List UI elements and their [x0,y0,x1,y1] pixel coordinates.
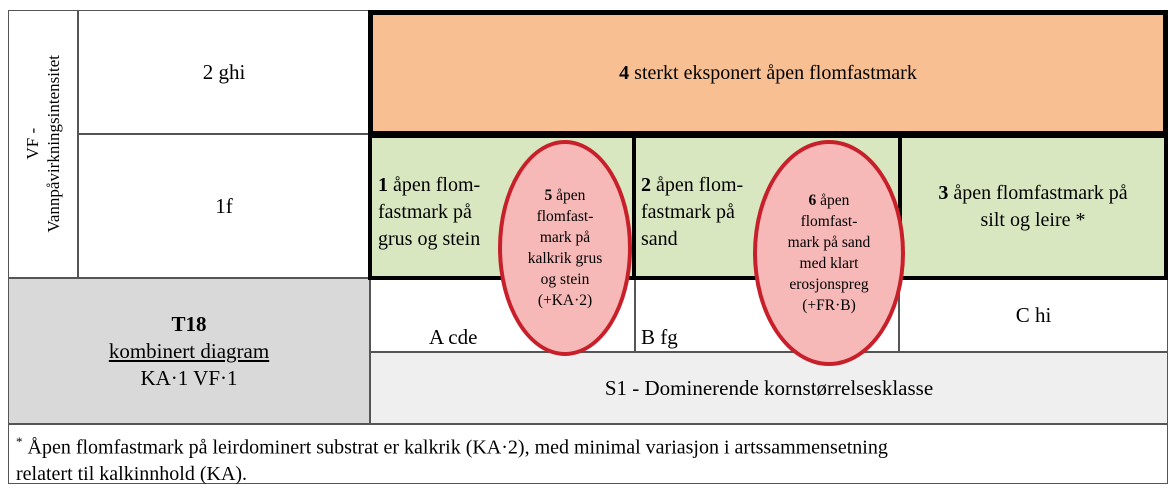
y-axis-title-line2: Vannpåvirkningsintensitet [44,55,63,233]
corner-cell [8,278,370,424]
unit-6-line: erosjonspreg [789,276,869,293]
unit-4-text: sterkt eksponert åpen flomfastmark [634,61,917,84]
corner-formula: KA·1 VF·1 [140,365,238,390]
footnote-line1: Åpen flomfastmark på leirdominert substrat er kalkrik (KA·2), med minimal variasjon i artssammensetning [27,436,888,459]
y-row-label-2ghi: 2 ghi [202,59,246,84]
unit-5-ellipse [498,140,632,356]
y-row-label-1f: 1f [215,193,233,218]
unit-2-number: 2 [641,174,651,196]
footnote-line2: relatert til kalkinnhold (KA). [16,462,248,485]
unit-5-line: og stein [540,271,590,288]
unit-3-cell [898,134,1168,280]
footnote-marker: * [16,434,23,449]
unit-3-line1: åpen flomfastmark på [953,182,1128,204]
unit-6-line: med klart [799,255,859,272]
unit-1-number: 1 [378,174,388,196]
unit-5-line: mark på [539,229,591,246]
unit-5-line: flomfast- [536,208,594,225]
unit-3-line2: silt og leire * [980,209,1086,231]
unit-1-line1: åpen flom- [393,174,481,196]
y-axis-row-label [78,10,370,134]
unit-6-line: flomfast- [800,213,858,230]
x-axis-column-label [899,278,1168,352]
corner-subtitle: kombinert diagram [108,338,270,363]
unit-5-line: åpen [556,187,586,204]
unit-1-line3: grus og stein [378,228,481,250]
unit-5-line: (+KA·2) [537,292,593,309]
x-col-label-c: C hi [1015,302,1052,327]
unit-6-ellipse [753,140,905,366]
unit-5-number: 5 [544,187,553,204]
unit-5-line: kalkrik grus [527,250,603,267]
unit-3-number: 3 [938,182,949,204]
unit-4-number: 4 [619,61,630,84]
unit-6-line: (+FR·B) [802,297,856,314]
x-col-label-b: B fg [641,325,678,349]
unit-6-line: mark på sand [787,234,871,251]
y-axis-row-label [78,134,370,278]
unit-2-line1: åpen flom- [656,174,744,196]
x-axis-title: S1 - Dominerende kornstørrelsesklasse [370,352,1168,424]
unit-6-line: åpen [820,192,850,209]
unit-2-line3: sand [641,228,678,250]
unit-4-cell [368,10,1168,136]
corner-code: T18 [171,311,207,336]
y-axis-title [8,10,78,278]
x-col-label-a: A cde [429,325,478,349]
unit-1-line2: fastmark på [378,201,472,223]
footnote [8,424,1168,484]
unit-2-line2: fastmark på [641,201,735,223]
y-axis-title-line1: VF - [23,128,42,160]
unit-6-number: 6 [808,192,817,209]
